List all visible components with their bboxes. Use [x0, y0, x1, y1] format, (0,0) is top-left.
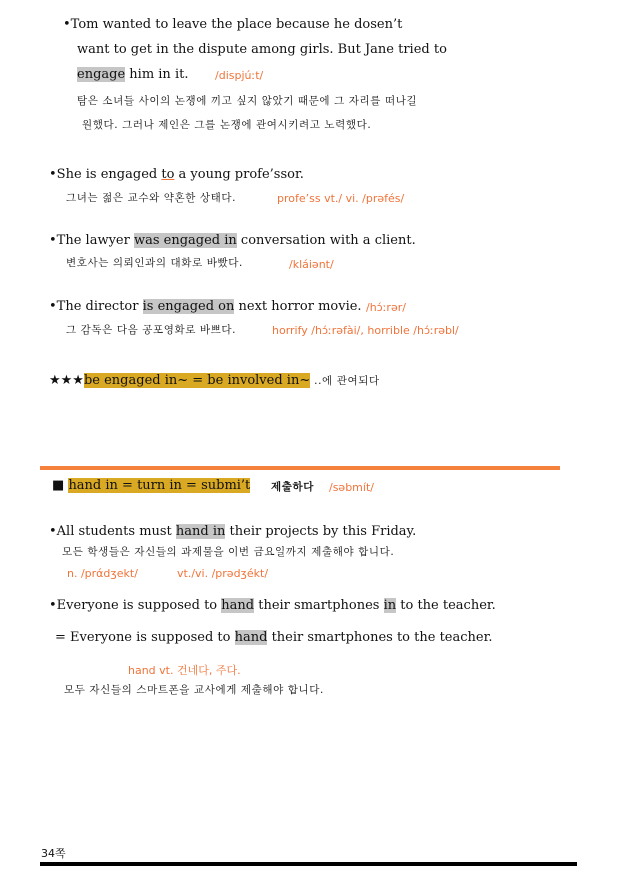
- everyone2-pre: = Everyone is supposed to: [55, 630, 235, 645]
- highlight-hand-in-2: hand in: [175, 524, 226, 539]
- pronunciation-horrify-horrible: horrify /hɔ́ːrəfài/, horrible /hɔ́ːrəbl/: [272, 324, 459, 337]
- highlight-in: in: [383, 598, 397, 613]
- tom-line-1: •Tom wanted to leave the place because he dosen’t: [63, 17, 403, 32]
- pronunciation-project-verb: vt./vi. /prədʒékt/: [177, 567, 269, 580]
- hand-in-korean: 제출하다: [271, 481, 314, 493]
- page-number: 34쪽: [41, 847, 66, 860]
- everyone1-mid: their smartphones: [254, 598, 384, 613]
- students-sentence: [49, 524, 416, 540]
- lawyer-sentence: [49, 233, 416, 249]
- students-pre: •All students must: [49, 524, 176, 539]
- summary-korean: ..에 관여되다: [310, 375, 380, 387]
- she-pre: •She is engaged: [49, 167, 162, 182]
- tom-line-3-rest: him in it.: [125, 67, 189, 82]
- everyone-korean: 모두 자신들의 스마트폰을 교사에게 제출해야 합니다.: [64, 684, 324, 696]
- highlight-hand-in: hand in = turn in = submi’t: [68, 478, 251, 493]
- highlight-be-engaged-in: be engaged in~ = be involved in~: [83, 373, 311, 388]
- everyone-sentence-2: [55, 630, 493, 646]
- pronunciation-dispute: /dispjúːt/: [215, 69, 264, 82]
- she-post: a young profe’ssor.: [174, 167, 304, 182]
- highlight-engage: engage: [77, 67, 126, 82]
- she-sentence: [49, 167, 304, 183]
- highlight-hand-2: hand: [234, 630, 268, 645]
- pronunciation-project-noun: n. /prάdʒekt/: [67, 567, 138, 580]
- pronunciation-professor: profe’ss vt./ vi. /prəfés/: [277, 192, 405, 205]
- hand-definition: hand vt. 건네다, 주다.: [128, 664, 241, 677]
- square-bullet-icon: ■: [52, 478, 65, 493]
- everyone1-post: to the teacher.: [396, 598, 496, 613]
- lawyer-korean: 변호사는 의뢰인과의 대화로 바빴다.: [66, 257, 243, 269]
- lawyer-pre: •The lawyer: [49, 233, 134, 248]
- highlight-was-engaged-in: was engaged in: [133, 233, 237, 248]
- underline-to: to: [161, 167, 175, 182]
- hand-in-title: [52, 478, 250, 494]
- highlight-hand: hand: [221, 598, 255, 613]
- engaged-summary: [49, 373, 380, 389]
- director-post: next horror movie.: [234, 299, 362, 314]
- tom-korean-2: 원했다. 그러나 제인은 그를 논쟁에 관여시키려고 노력했다.: [82, 119, 372, 131]
- star-icons: ★★★: [49, 373, 84, 388]
- lawyer-post: conversation with a client.: [236, 233, 416, 248]
- director-sentence: [49, 299, 362, 315]
- everyone1-pre: •Everyone is supposed to: [49, 598, 222, 613]
- tom-korean-1: 탐은 소녀들 사이의 논쟁에 끼고 싶지 않았기 때문에 그 자리를 떠나길: [77, 95, 418, 107]
- tom-line-2: want to get in the dispute among girls. But Jane tried to: [77, 42, 447, 57]
- pronunciation-horror: /hɔ́ːrər/: [366, 301, 406, 314]
- director-korean: 그 감독은 다음 공포영화로 바쁘다.: [66, 324, 237, 336]
- she-korean: 그녀는 젊은 교수와 약혼한 상태다.: [66, 192, 237, 204]
- everyone-sentence-1: [49, 598, 496, 614]
- pronunciation-client: /kláiənt/: [289, 258, 334, 271]
- section-divider: [40, 466, 560, 470]
- students-post: their projects by this Friday.: [225, 524, 417, 539]
- tom-line-3: [77, 67, 188, 83]
- highlight-is-engaged-on: is engaged on: [142, 299, 235, 314]
- everyone2-post: their smartphones to the teacher.: [267, 630, 493, 645]
- footer-rule: [40, 862, 577, 866]
- director-pre: •The director: [49, 299, 143, 314]
- pronunciation-submit: /səbmít/: [329, 481, 374, 494]
- students-korean: 모든 학생들은 자신들의 과제물을 이번 금요일까지 제출해야 합니다.: [62, 546, 395, 558]
